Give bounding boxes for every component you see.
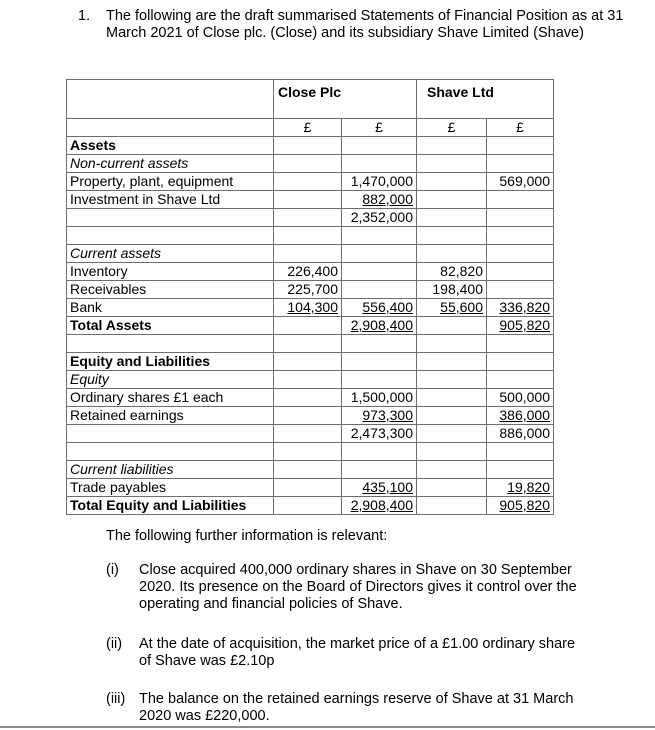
note-number: (ii): [106, 636, 123, 652]
value-cell: [487, 371, 554, 389]
value-cell: [274, 479, 342, 497]
value-cell: [274, 155, 342, 173]
amount: 2,352,000: [350, 209, 413, 225]
value-cell: [417, 371, 487, 389]
value-cell: [274, 425, 342, 443]
note-text: The balance on the retained earnings reserve of Shave at 31 March 2020 was £220,000.: [139, 691, 574, 724]
value-cell: [274, 407, 342, 425]
value-cell: [342, 281, 417, 299]
value-cell: [274, 497, 342, 515]
financial-position-table: [66, 79, 554, 515]
row-label: Trade payables: [67, 479, 274, 497]
note-text: Close acquired 400,000 ordinary shares in Shave on 30 September 2020. Its presence on the Board of Directors gives it control over the operating and financial policies of Shave.: [139, 562, 577, 612]
value-cell: [342, 353, 417, 371]
row-label: Assets: [67, 137, 274, 155]
value-cell: [342, 479, 417, 497]
amount: 569,000: [499, 173, 550, 189]
row-label: Total Equity and Liabilities: [67, 497, 274, 515]
value-cell: [342, 443, 417, 461]
row-label: [67, 209, 274, 227]
amount: 500,000: [499, 389, 550, 405]
row-label: Total Assets: [67, 317, 274, 335]
table-row: [67, 407, 554, 425]
table-row: [67, 245, 554, 263]
table-row: [67, 461, 554, 479]
currency-row: [67, 119, 554, 137]
table-row: [67, 137, 554, 155]
amount: 82,820: [440, 263, 483, 279]
table-row: [67, 497, 554, 515]
row-label: Ordinary shares £1 each: [67, 389, 274, 407]
value-cell: [417, 461, 487, 479]
currency-symbol: £: [274, 119, 342, 137]
value-cell: [417, 191, 487, 209]
value-cell: [274, 227, 342, 245]
value-cell: [342, 461, 417, 479]
row-label: [67, 443, 274, 461]
value-cell: [487, 389, 554, 407]
value-cell: [417, 245, 487, 263]
value-cell: [274, 389, 342, 407]
amount: 882,000: [362, 191, 413, 207]
value-cell: [487, 155, 554, 173]
currency-symbol: £: [417, 119, 487, 137]
row-label: Property, plant, equipment: [67, 173, 274, 191]
row-label: Non-current assets: [67, 155, 274, 173]
value-cell: [274, 335, 342, 353]
amount: 435,100: [362, 479, 413, 495]
value-cell: [487, 227, 554, 245]
amount: 19,820: [507, 479, 550, 495]
header-blank-cell: [67, 80, 274, 119]
table-row: [67, 371, 554, 389]
value-cell: [274, 317, 342, 335]
currency-symbol: £: [487, 119, 554, 137]
value-cell: [342, 137, 417, 155]
currency-symbol: £: [342, 119, 417, 137]
value-cell: [487, 353, 554, 371]
value-cell: [487, 479, 554, 497]
value-cell: [342, 173, 417, 191]
value-cell: [274, 281, 342, 299]
row-label: Bank: [67, 299, 274, 317]
value-cell: [417, 353, 487, 371]
amount: 2,908,400: [350, 497, 413, 513]
amount: 2,473,300: [350, 425, 413, 441]
value-cell: [487, 407, 554, 425]
value-cell: [274, 137, 342, 155]
value-cell: [487, 443, 554, 461]
value-cell: [417, 479, 487, 497]
amount: 973,300: [362, 407, 413, 423]
amount: 1,500,000: [350, 389, 413, 405]
value-cell: [274, 173, 342, 191]
value-cell: [417, 209, 487, 227]
row-label: Current liabilities: [67, 461, 274, 479]
value-cell: [274, 191, 342, 209]
note-number: (i): [106, 562, 119, 578]
value-cell: [274, 209, 342, 227]
table-row: [67, 191, 554, 209]
amount: 556,400: [362, 299, 413, 315]
table-row: [67, 317, 554, 335]
table-row: [67, 281, 554, 299]
value-cell: [342, 497, 417, 515]
company-header-row: [67, 80, 554, 119]
value-cell: [417, 407, 487, 425]
amount: 905,820: [499, 317, 550, 333]
value-cell: [274, 263, 342, 281]
value-cell: [487, 173, 554, 191]
value-cell: [487, 497, 554, 515]
row-label: Equity: [67, 371, 274, 389]
company-name-shave: Shave Ltd: [417, 80, 554, 119]
value-cell: [342, 263, 417, 281]
value-cell: [274, 245, 342, 263]
value-cell: [274, 443, 342, 461]
value-cell: [274, 299, 342, 317]
further-info-heading: The following further information is relevant:: [106, 528, 388, 544]
row-label: Receivables: [67, 281, 274, 299]
value-cell: [487, 317, 554, 335]
row-label: Retained earnings: [67, 407, 274, 425]
value-cell: [417, 137, 487, 155]
value-cell: [342, 245, 417, 263]
table-row: [67, 209, 554, 227]
value-cell: [342, 389, 417, 407]
value-cell: [417, 443, 487, 461]
page-bottom-rule: [0, 726, 655, 728]
value-cell: [487, 137, 554, 155]
value-cell: [487, 209, 554, 227]
value-cell: [342, 425, 417, 443]
amount: 104,300: [287, 299, 338, 315]
table-row: [67, 353, 554, 371]
value-cell: [342, 209, 417, 227]
table-row: [67, 443, 554, 461]
amount: 1,470,000: [350, 173, 413, 189]
value-cell: [417, 263, 487, 281]
row-label: Investment in Shave Ltd: [67, 191, 274, 209]
currency-blank-cell: [67, 119, 274, 137]
value-cell: [417, 425, 487, 443]
value-cell: [417, 299, 487, 317]
table-row: [67, 389, 554, 407]
value-cell: [487, 425, 554, 443]
value-cell: [487, 245, 554, 263]
amount: 386,000: [499, 407, 550, 423]
table-row: [67, 299, 554, 317]
value-cell: [417, 155, 487, 173]
value-cell: [417, 227, 487, 245]
value-cell: [417, 281, 487, 299]
row-label: [67, 335, 274, 353]
note-text: At the date of acquisition, the market price of a £1.00 ordinary share of Shave was £2.10p: [139, 636, 576, 669]
row-label: Current assets: [67, 245, 274, 263]
value-cell: [487, 263, 554, 281]
table-row: [67, 227, 554, 245]
value-cell: [487, 299, 554, 317]
table-row: [67, 155, 554, 173]
value-cell: [342, 317, 417, 335]
value-cell: [487, 281, 554, 299]
table-row: [67, 263, 554, 281]
table-row: [67, 479, 554, 497]
value-cell: [274, 353, 342, 371]
value-cell: [342, 191, 417, 209]
value-cell: [274, 371, 342, 389]
value-cell: [487, 461, 554, 479]
value-cell: [417, 317, 487, 335]
value-cell: [487, 335, 554, 353]
value-cell: [342, 227, 417, 245]
value-cell: [342, 407, 417, 425]
company-name-close: Close Plc: [274, 80, 417, 119]
question-number: 1.: [78, 8, 91, 24]
value-cell: [487, 191, 554, 209]
value-cell: [417, 173, 487, 191]
amount: 198,400: [432, 281, 483, 297]
value-cell: [342, 299, 417, 317]
amount: 55,600: [440, 299, 483, 315]
value-cell: [274, 461, 342, 479]
row-label: Inventory: [67, 263, 274, 281]
table-row: [67, 425, 554, 443]
note-number: (iii): [106, 691, 126, 707]
value-cell: [342, 335, 417, 353]
table-row: [67, 335, 554, 353]
amount: 2,908,400: [350, 317, 413, 333]
value-cell: [342, 371, 417, 389]
value-cell: [417, 389, 487, 407]
amount: 886,000: [499, 425, 550, 441]
value-cell: [342, 155, 417, 173]
row-label: Equity and Liabilities: [67, 353, 274, 371]
amount: 336,820: [499, 299, 550, 315]
row-label: [67, 227, 274, 245]
amount: 225,700: [287, 281, 338, 297]
value-cell: [417, 335, 487, 353]
question-intro: The following are the draft summarised Statements of Financial Position as at 31 March 2021 of Close plc. (Close) and its subsidiary Shave Limited (Shave): [106, 8, 624, 41]
amount: 226,400: [287, 263, 338, 279]
table-row: [67, 173, 554, 191]
value-cell: [417, 497, 487, 515]
amount: 905,820: [499, 497, 550, 513]
row-label: [67, 425, 274, 443]
